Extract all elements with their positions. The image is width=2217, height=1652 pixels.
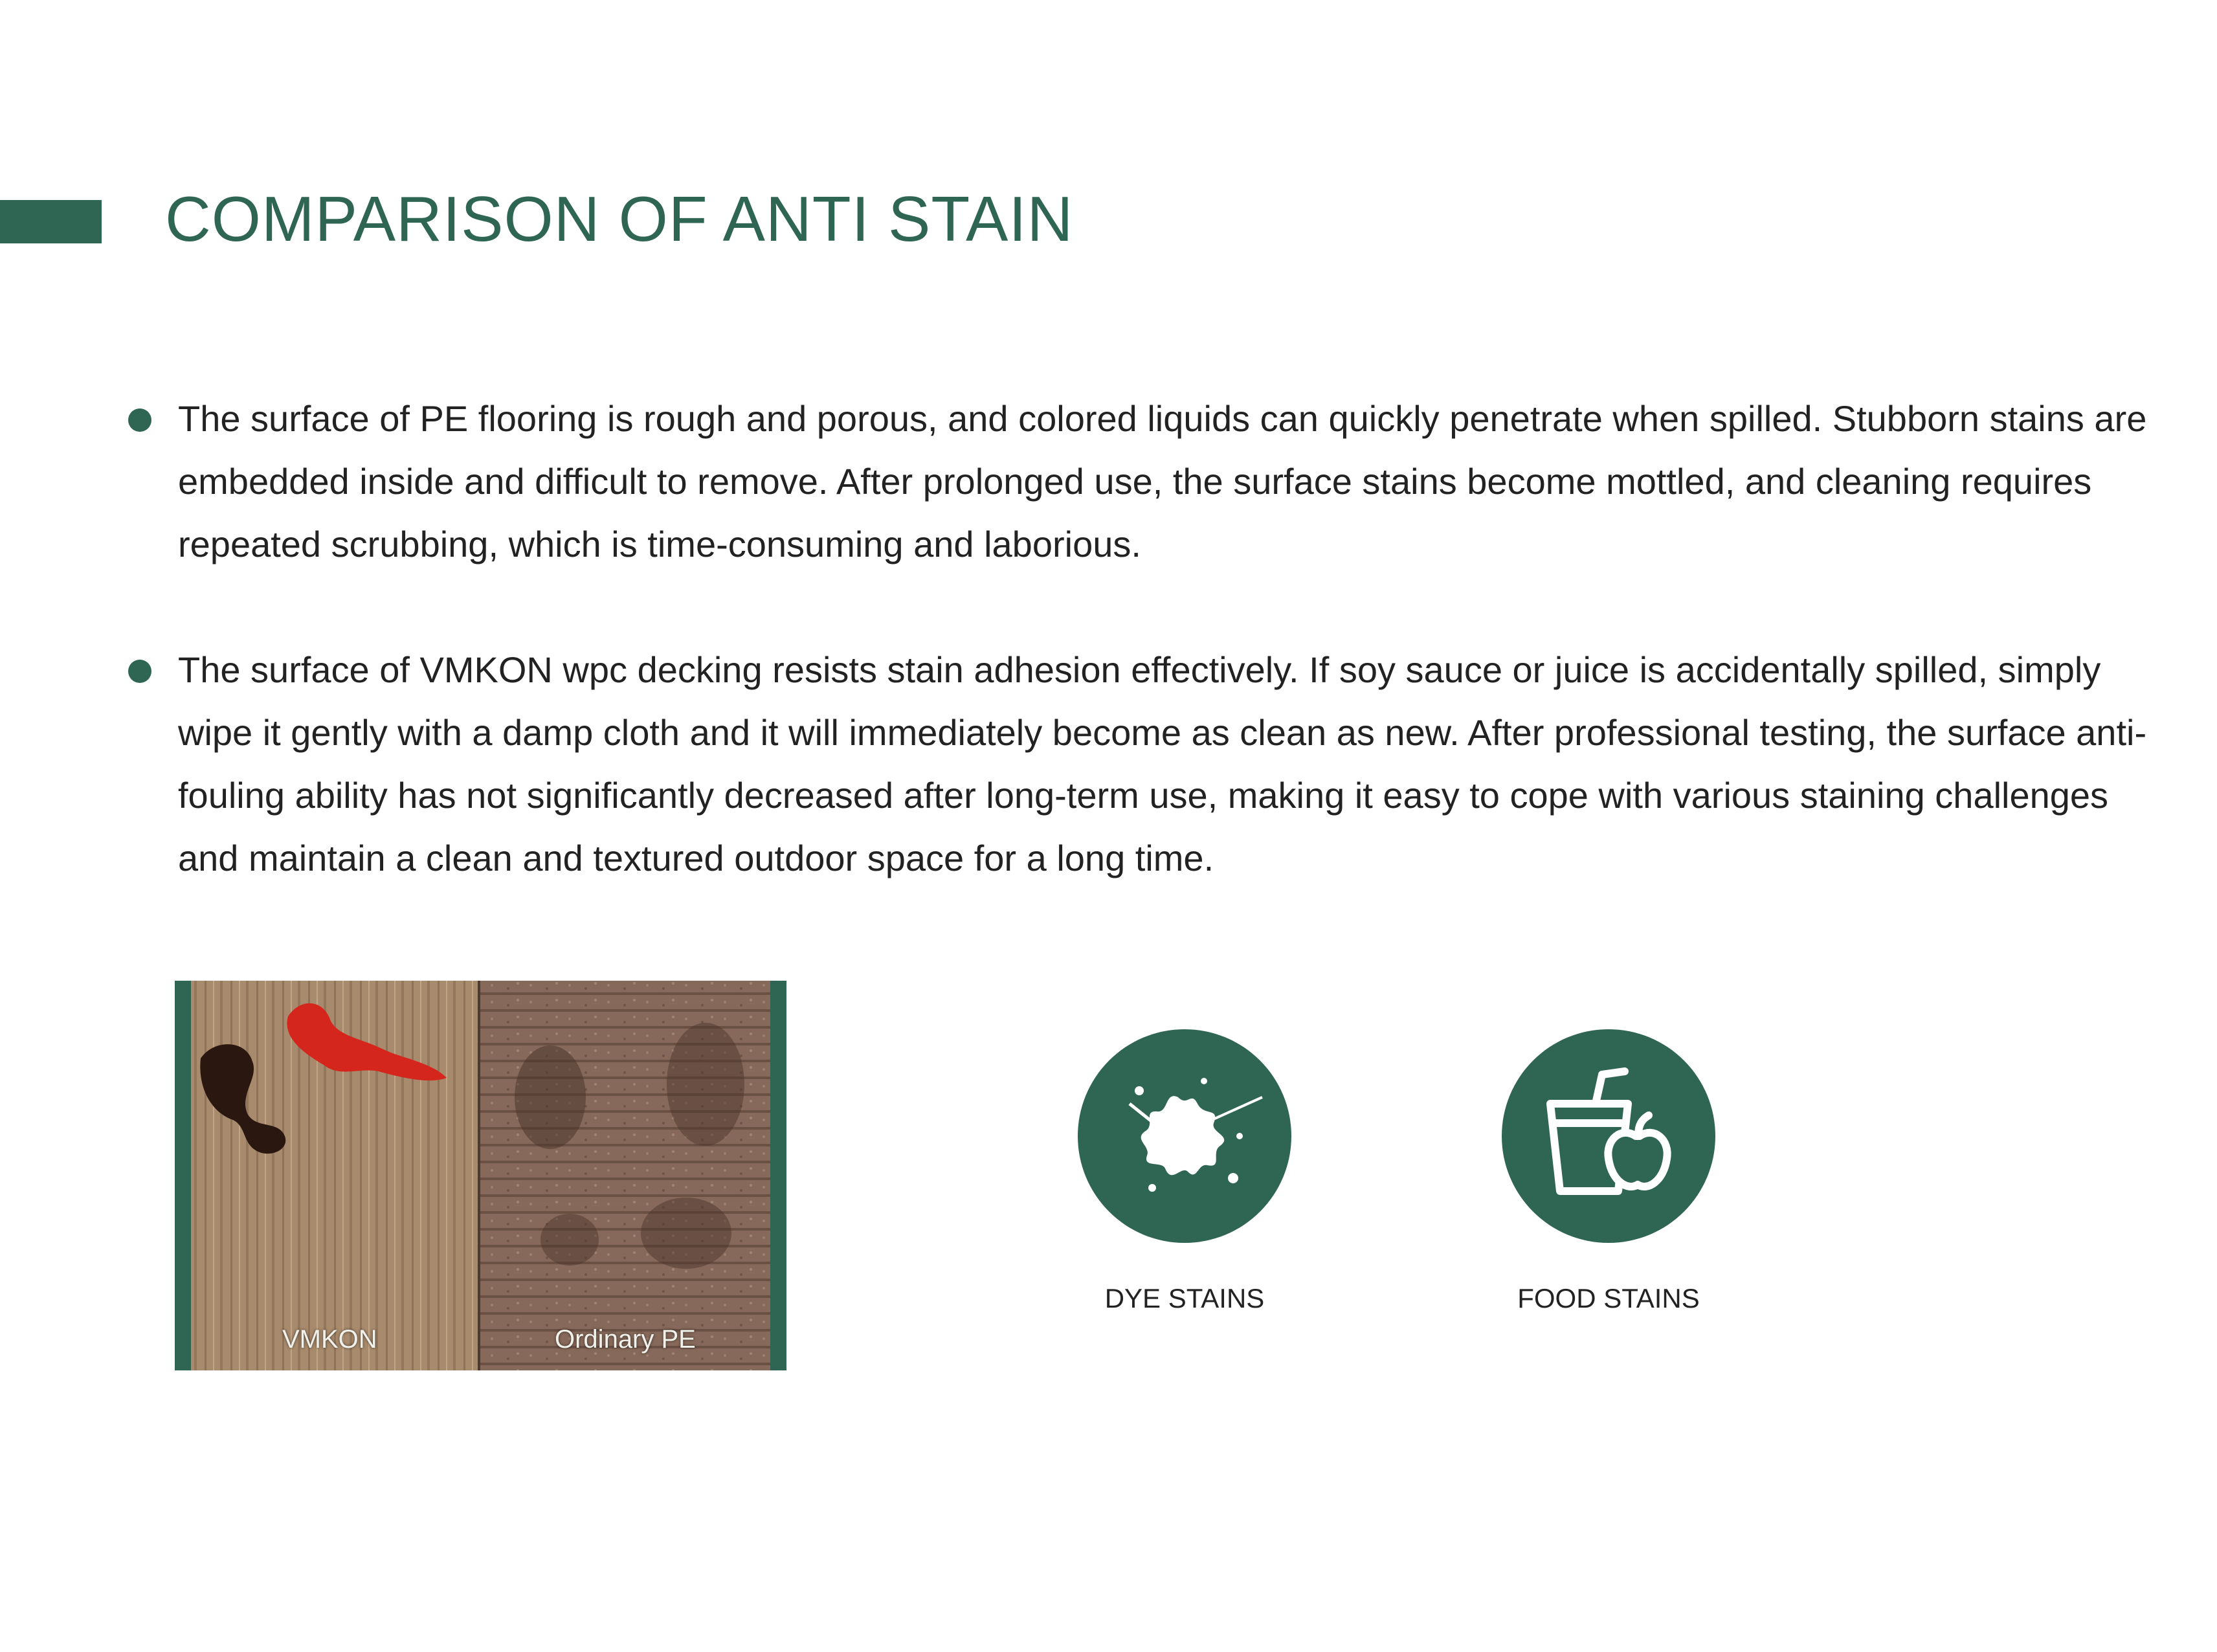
food-stains-card — [1492, 1029, 1725, 1314]
photo-label-ordinary-pe: Ordinary PE — [555, 1325, 696, 1354]
drink-and-apple-icon — [1502, 1029, 1715, 1243]
bullet-item-pe — [128, 387, 2174, 575]
title-accent-bar — [0, 200, 102, 243]
dye-stains-card — [1068, 1029, 1301, 1314]
bullet-dot — [128, 660, 151, 683]
bullet-list — [128, 387, 2174, 889]
stain-comparison-photo — [175, 981, 786, 1370]
bullet-text: The surface of PE flooring is rough and porous, and colored liquids can quickly penetrate when spilled. Stubborn stains are embedded inside and difficult to remove. After prolonged use, the surface stains become mottled, and cleaning requires repeated scrubbing, which is time-consuming and laborious. — [178, 398, 2147, 564]
food-stains-label: FOOD STAINS — [1517, 1283, 1700, 1313]
bullet-dot — [128, 408, 151, 432]
paint-splash-icon — [1078, 1029, 1291, 1243]
bullet-text: The surface of VMKON wpc decking resists stain adhesion effectively. If soy sauce or juice is accidentally spilled, simply wipe it gently with a damp cloth and it will immediately become as clean as new. After professional testing, the surface anti-fouling ability has not significantly decreased after long-term use, making it easy to cope with various staining challenges and maintain a clean and textured outdoor space for a long time. — [178, 649, 2147, 878]
photo-label-vmkon: VMKON — [282, 1325, 377, 1354]
dye-stains-label: DYE STAINS — [1104, 1283, 1265, 1313]
bullet-item-vmkon — [128, 638, 2174, 889]
decking-photo-illustration — [175, 981, 786, 1370]
page-title: COMPARISON OF ANTI STAIN — [165, 183, 1074, 254]
